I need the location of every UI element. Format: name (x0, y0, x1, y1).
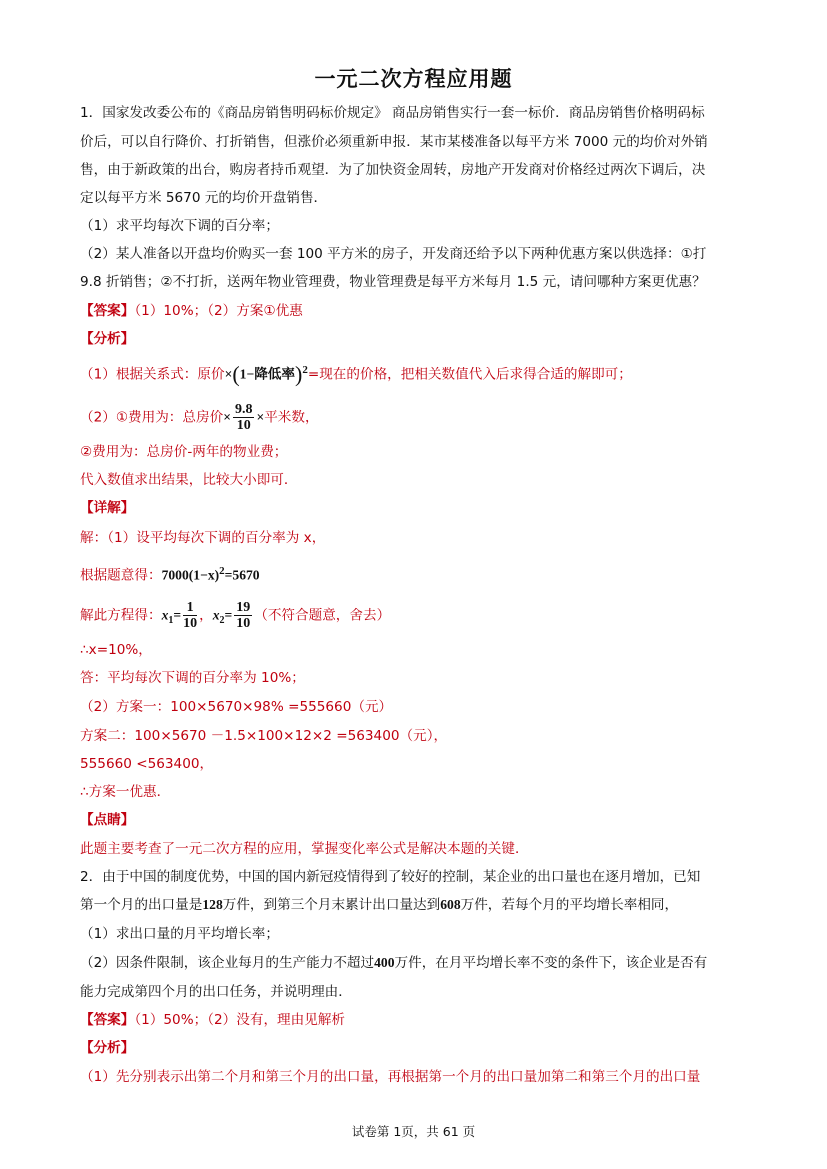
answer-tag: 【答案】 (80, 1012, 135, 1028)
q1-detail-9: ∴方案一优惠． (80, 784, 171, 800)
q2-line-1: 2．由于中国的制度优势，中国的国内新冠疫情得到了较好的控制，某企业的出口量也在逐月增加，已知 (80, 869, 701, 885)
q1-line-4: 定以每平方米 5670 元的均价开盘销售． (80, 190, 328, 206)
q1-comment: 此题主要考查了一元二次方程的应用，掌握变化率公式是解决本题的关键． (80, 841, 529, 857)
q1-analysis-2: （2）①费用为：总房价× $\frac{9.8}{10}$ ×平米数， (80, 402, 319, 433)
formula-exponent: 2 (302, 364, 308, 376)
q1-detail-8: 555660 <563400， (80, 756, 214, 772)
q2-subquestion-1: （1）求出口量的月平均增长率； (80, 926, 279, 942)
fraction-root-1: $\frac{1}{10}$ (183, 600, 198, 631)
q1-subquestion-2-cont: 9.8 折销售；②不打折，送两年物业管理费，物业管理费是每平方米每月 1.5 元，请问哪种方案更优惠？ (80, 274, 706, 290)
q1-detail-6: （2）方案一：100×5670×98% =555660（元） (80, 699, 393, 715)
page-title: 一元二次方程应用题 (314, 67, 513, 91)
q1-analysis-4: 代入数值求出结果，比较大小即可． (80, 472, 298, 488)
q2-subquestion-2-cont: 能力完成第四个月的出口任务，并说明理由． (80, 984, 352, 1000)
q1-detail-3: 解此方程得：$x_1=$ $\frac{1}{10}$ ，$x_2=$ $\frac{19}{10}$ （不符合题意，舍去） (80, 600, 391, 631)
q1-detail-1: 解：（1）设平均每次下调的百分率为 x， (80, 530, 326, 546)
q1-analysis-tag: 【分析】 (80, 331, 135, 347)
equation: 7000(1−x) (161, 567, 220, 583)
q2-line-2: 第一个月的出口量是128万件，到第三个月末累计出口量达到608万件，若每个月的平均增长率相同， (80, 897, 679, 913)
q1-subquestion-2: （2）某人准备以开盘均价购买一套 100 平方米的房子，开发商还给予以下两种优惠方案以供选择：①打 (80, 246, 707, 262)
answer-tag: 【答案】 (80, 303, 135, 319)
q2-answer (80, 1010, 345, 1030)
q1-detail-5: 答：平均每次下调的百分率为 10%； (80, 670, 305, 686)
q1-subquestion-1: （1）求平均每次下调的百分率； (80, 218, 279, 234)
q2-analysis-tag: 【分析】 (80, 1040, 135, 1056)
q1-detail-2: 根据题意得：$7000(1-x)^2=5670$ (80, 565, 260, 584)
answer-text: （1）50%；（2）没有，理由见解析 (134, 1012, 346, 1028)
q1-answer (80, 301, 303, 321)
q1-comment-tag: 【点睛】 (80, 812, 135, 828)
q1-line-2: 价后，可以自行降价、打折销售，但涨价必须重新申报．某市某楼准备以每平方米 7000 元的均价对外销 (80, 134, 708, 150)
q1-analysis-1: （1）根据关系式：原价×(1−降低率)$^2$=现在的价格，把相关数值代入后求得合适的解即可； (80, 361, 632, 387)
q2-analysis-1: （1）先分别表示出第二个月和第三个月的出口量，再根据第一个月的出口量加第二和第三个月的出口量 (80, 1069, 701, 1085)
q1-line-3: 售，由于新政策的出台，购房者持币观望．为了加快资金周转，房地产开发商对价格经过两次下调后，决 (80, 162, 706, 178)
fraction-root-2: $\frac{19}{10}$ (236, 600, 251, 631)
q1-analysis-3: ②费用为：总房价-两年的物业费； (80, 444, 288, 460)
answer-text: （1）10%；（2）方案①优惠 (134, 303, 303, 319)
q2-subquestion-2: （2）因条件限制，该企业每月的生产能力不超过400万件，在月平均增长率不变的条件下，该企业是否有 (80, 955, 708, 971)
fraction: $\frac{9.8}{10}$ (234, 402, 253, 433)
formula-paren-content: 1−降低率 (239, 366, 295, 382)
formula-times: × (224, 366, 233, 382)
q1-detail-4: ∴x=10%， (80, 642, 152, 658)
q1-detail-7: 方案二：100×5670 －1.5×100×12×2 =563400（元）， (80, 728, 448, 744)
q1-detail-tag: 【详解】 (80, 500, 135, 516)
page-footer: 试卷第 1页，共 61 页 (351, 1124, 476, 1139)
q1-line-1: 1．国家发改委公布的《商品房销售明码标价规定》 商品房销售实行一套一标价．商品房销售价格明码标 (80, 105, 705, 121)
